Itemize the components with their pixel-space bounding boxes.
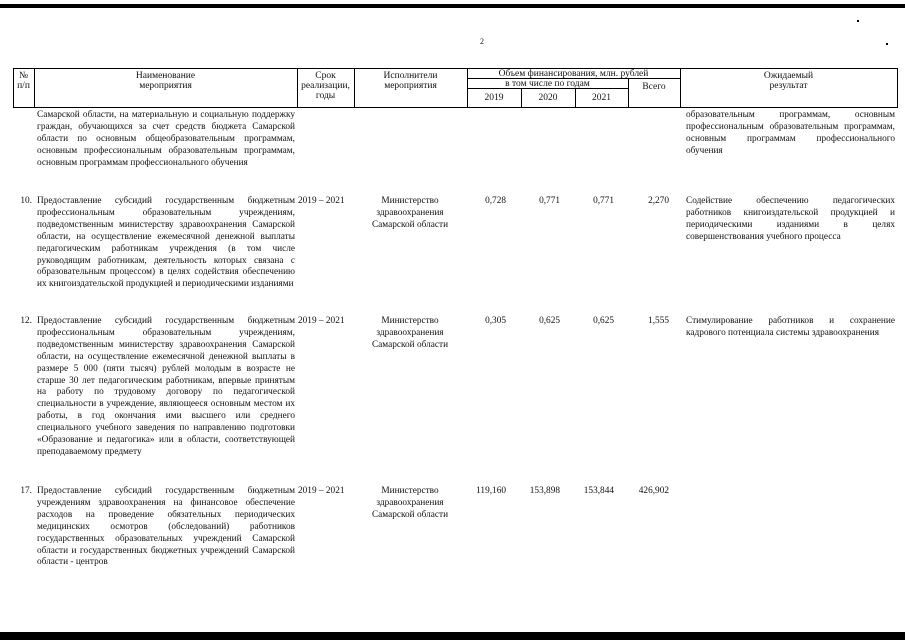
header-border-top [13,68,898,69]
header-term: Срок реализации, годы [301,71,350,101]
header-executors: Исполнители мероприятия [383,71,438,91]
row-total: 1,555 [648,316,669,326]
scan-speck [886,43,888,45]
row-executor: Министерство здравоохранения Самарской области [371,486,449,520]
row-name: Предоставление субсидий государственным бюджетным учреждениям здравоохранения на финансовое обеспечение расходов на проведение обязательных периодических медицинских осмотров (обследований) работников государственных образовательных учреждений Самарской области и государственных бюджетных учреждений Самарской области - центров [37,486,295,568]
row-num: 17. [20,486,32,496]
row-executor: Министерство здравоохранения Самарской области [371,196,449,230]
row-2019: 0,728 [485,196,506,206]
page-bottom-rule [0,632,905,640]
header-year-2021: 2021 [592,93,611,103]
row-2019: 119,160 [476,486,506,496]
continuation-result: образовательным программам, основным профессиональным образовательным программам, основным программам профессионального обучения [686,110,895,156]
row-executor: Министерство здравоохранения Самарской области [371,316,449,350]
row-term: 2019 – 2021 [298,316,345,326]
header-year-2020: 2020 [538,93,558,103]
row-2020: 0,771 [539,196,560,206]
row-total: 2,270 [648,196,669,206]
row-name: Предоставление субсидий государственным бюджетным профессиональным образовательным учреждениям, подведомственным министерству здравоохранения Самарской области, на осуществление ежемесячной денежной выплаты педагогическим работникам учреждения (в том числе руководящим работникам, деятельность которых связана с образовательным процессом) в целях содействия обеспечению их книгоиздательской продукцией и периодическими изданиями [37,196,295,290]
row-name: Предоставление субсидий государственным бюджетным профессиональным образовательным учреждениям, подведомственным министерству здравоохранения Самарской области, на осуществление ежемесячной денежной выплаты в размере 5 000 (пяти тысяч) рублей молодым в возрасте не старше 30 лет педагогическим работникам, впервые принятым на работу по трудовому договору по педагогической специальности в учреждение, являющееся основным местом их работы, в год окончания ими высшего или среднего специального учебного заведения по направлению подготовки «Образование и педагогика» или в области, соответствующей преподаваемому предмету [37,316,295,457]
row-total: 426,902 [638,486,669,496]
row-num: 12. [20,316,32,326]
header-name: Наименование мероприятия [135,71,196,91]
row-2020: 0,625 [539,316,560,326]
header-financing: Объем финансирования, млн. рублей [498,69,649,79]
row-2021: 0,771 [593,196,614,206]
row-term: 2019 – 2021 [298,486,345,496]
row-2021: 153,844 [583,486,614,496]
page-number: 2 [480,37,484,46]
scan-speck [857,20,859,22]
header-num: № п/п [17,71,30,91]
page-top-rule [0,4,905,8]
header-year-2019: 2019 [484,93,504,103]
row-num: 10. [20,196,32,206]
row-2019: 0,305 [485,316,506,326]
header-total: Всего [642,82,666,92]
header-result: Ожидаемый результат [763,71,814,91]
table-header [13,68,898,108]
header-border-bottom [13,107,898,108]
col-divider [897,68,898,108]
row-2021: 0,625 [593,316,614,326]
row-term: 2019 – 2021 [298,196,345,206]
row-2020: 153,898 [529,486,560,496]
row-result: Стимулирование работников и сохранение кадрового потенциала системы здравоохранения [686,316,895,338]
continuation-name: Самарской области, на материальную и социальную поддержку граждан, обучающихся за счет средств бюджета Самарской области по основным общеобразовательным программам, основным профессиональным образовательным программам, основным программам профессионального обучения [37,110,295,168]
header-by-year: в том числе по годам [505,79,590,89]
row-result: Содействие обеспечению педагогических работников книгоиздательской продукцией и периодическими изданиями в целях совершенствования учебного процесса [686,196,895,242]
